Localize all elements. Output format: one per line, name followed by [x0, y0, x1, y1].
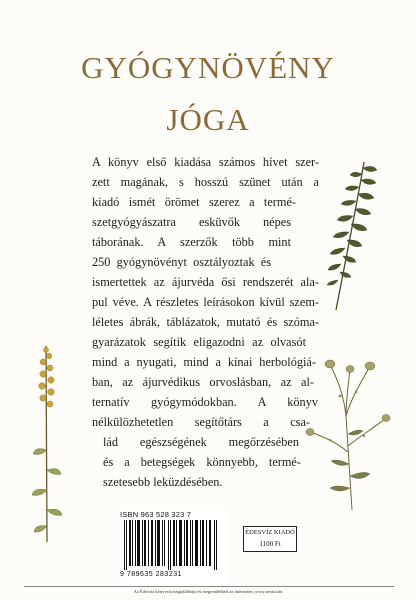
blurb-line: táborának. A szerzők több mint	[92, 235, 291, 249]
blurb-line: szetgyógyászatra esküvők népes	[92, 215, 291, 229]
barcode-number: 9 789635 283231	[120, 571, 182, 578]
blurb-line: szetesebb leküzdésében.	[103, 475, 223, 489]
blurb-line: nélkülözhetetlen segítőtárs a csa-	[92, 415, 310, 429]
publisher-price-box	[243, 526, 297, 552]
blurb-line: lád egészségének megőrzésében	[103, 435, 299, 449]
blurb-line: ban, az ájurvédikus orvoslásban, az al-	[92, 375, 314, 389]
blurb-line: 250 gyógynövényt osztályoztak és	[92, 255, 271, 269]
blurb-line: ismertettek az ájurvéda ősi rendszerét ala-	[92, 275, 319, 289]
price: 1100 Ft	[259, 540, 281, 548]
blurb-line: léletes ábrák, táblázatok, mutató és szóma-	[92, 315, 319, 329]
publisher-name: ÉDESVÍZ KIADÓ	[245, 529, 295, 536]
wildflower-icon	[300, 356, 400, 512]
footer-note: Az Édesvíz könyveit megtalálhatja és megrendelheti az interneten: www.nextra.hu	[133, 589, 283, 594]
fern-icon	[306, 158, 382, 314]
blurb-line: ternatív gyógymódokban. A könyv	[92, 395, 318, 409]
blurb-line: és a betegségek könnyebb, termé-	[103, 455, 301, 469]
footer-divider	[24, 586, 394, 587]
title-line-2: JÓGA	[166, 102, 250, 137]
blurb-line: pul véve. A részletes leírásokon kívül szem-	[92, 295, 319, 309]
barcode-icon	[124, 520, 219, 570]
mullein-icon	[30, 340, 64, 544]
blurb-line: kiadó ismét örömet szerez a termé-	[92, 195, 296, 209]
blurb-line: gyarázatok segítik eligazodni az olvasót	[92, 335, 306, 349]
blurb-line: zett magának, s hosszú szünet után a	[92, 175, 319, 189]
blurb-line: mind a nyugati, mind a kínai herbológiá-	[92, 355, 316, 369]
title-line-1: GYÓGYNÖVÉNY	[81, 50, 335, 85]
blurb-line: A könyv első kiadása számos hívet szer-	[92, 155, 319, 169]
isbn-label: ISBN 963 528 323 7	[120, 510, 192, 519]
